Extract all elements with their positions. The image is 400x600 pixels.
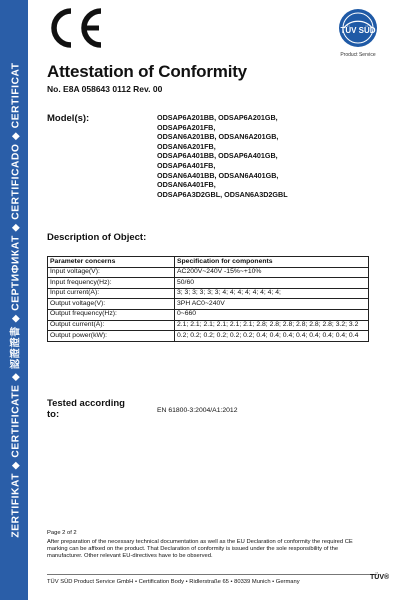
table-header-row (48, 257, 369, 268)
document-title: Attestation of Conformity (47, 62, 247, 81)
footer-tuv-logo: TÜV® (370, 574, 390, 581)
table-row (48, 267, 369, 278)
model-line: ODSAN6A401BB, ODSAN6A401GB, (157, 170, 279, 180)
document-number: No. E8A 058643 0112 Rev. 00 (47, 84, 163, 94)
conformity-footnote: After preparation of the necessary technical documentation as well as the EU Declaration of conformity the required CE marking can be affixed on the product. That Declaration of conformity is issued under the sole responsibility of the manufacturer. Other relevant EU-directives have to be observed. (47, 539, 353, 560)
tested-according-label: Tested according to: (47, 398, 125, 420)
models-label: Model(s): (47, 113, 90, 124)
table-row (48, 299, 369, 310)
table-row (48, 331, 369, 342)
model-line: ODSAP6A201FB, (157, 122, 216, 132)
certificate-sidebar (0, 0, 28, 600)
tuv-logo-text: TÜV SÜD (340, 26, 376, 35)
specification-cell: 50/60 (175, 278, 369, 289)
parameter-cell: Output voltage(V): (48, 299, 175, 310)
sidebar-certificate-text: ZERTIFIKAT ◆ CERTIFICATE ◆ 認證證書 ◆ СЕРТИФИКАТ ◆ CERTIFICADO ◆ CERTIFICAT (10, 62, 22, 538)
model-line: ODSAP6A401FB, (157, 160, 216, 170)
table-header-cell: Specification for components (175, 257, 369, 268)
models-list (157, 113, 367, 199)
table-row (48, 278, 369, 289)
model-line: ODSAP6A201BB, ODSAP6A201GB, (157, 113, 278, 122)
parameter-cell: Output current(A): (48, 320, 175, 331)
tested-standard-value: EN 61800-3:2004/A1:2012 (157, 407, 238, 414)
parameter-cell: Output frequency(Hz): (48, 309, 175, 320)
tuv-sud-logo-icon (338, 8, 378, 48)
parameter-cell: Output power(kW): (48, 331, 175, 342)
specification-cell: 3PH AC0~240V (175, 299, 369, 310)
description-label: Description of Object: (47, 232, 147, 243)
table-row (48, 309, 369, 320)
model-line: ODSAN6A401FB, (157, 180, 216, 190)
ce-mark-logo (47, 6, 105, 50)
table-header-cell: Parameter concerns (48, 257, 175, 268)
footer-address: TÜV SÜD Product Service GmbH • Certification Body • Ridlerstraße 65 • 80339 Munich • Germany (47, 579, 300, 585)
specification-cell: 3; 3; 3; 3; 3; 3; 4; 4; 4; 4; 4; 4; 4; 4; (175, 288, 369, 299)
parameter-cell: Input voltage(V): (48, 267, 175, 278)
model-line: ODSAN6A201BB, ODSAN6A201GB, (157, 132, 279, 142)
specification-cell: AC200V~240V -15%~+10% (175, 267, 369, 278)
model-line: ODSAP6A3D2GBL, ODSAN6A3D2GBL (157, 189, 288, 199)
specification-cell: 2.1; 2.1; 2.1; 2.1; 2.1; 2.1; 2.8; 2.8; 2.8; 2.8; 2.8; 2.8; 3.2; 3.2 (175, 320, 369, 331)
page-number: Page 2 of 2 (47, 530, 77, 536)
table-row (48, 288, 369, 299)
footer-divider (47, 574, 377, 575)
specification-cell: 0~660 (175, 309, 369, 320)
parameter-cell: Input current(A): (48, 288, 175, 299)
parameter-cell: Input frequency(Hz): (48, 278, 175, 289)
specification-cell: 0.2; 0.2; 0.2; 0.2; 0.2; 0.2; 0.4; 0.4; 0.4; 0.4; 0.4; 0.4; 0.4; 0.4 (175, 331, 369, 342)
table-row (48, 320, 369, 331)
specification-table (47, 256, 369, 342)
tuv-logo-subtext: Product Service (340, 52, 376, 58)
model-line: ODSAP6A401BB, ODSAP6A401GB, (157, 151, 278, 161)
model-line: ODSAN6A201FB, (157, 141, 216, 151)
